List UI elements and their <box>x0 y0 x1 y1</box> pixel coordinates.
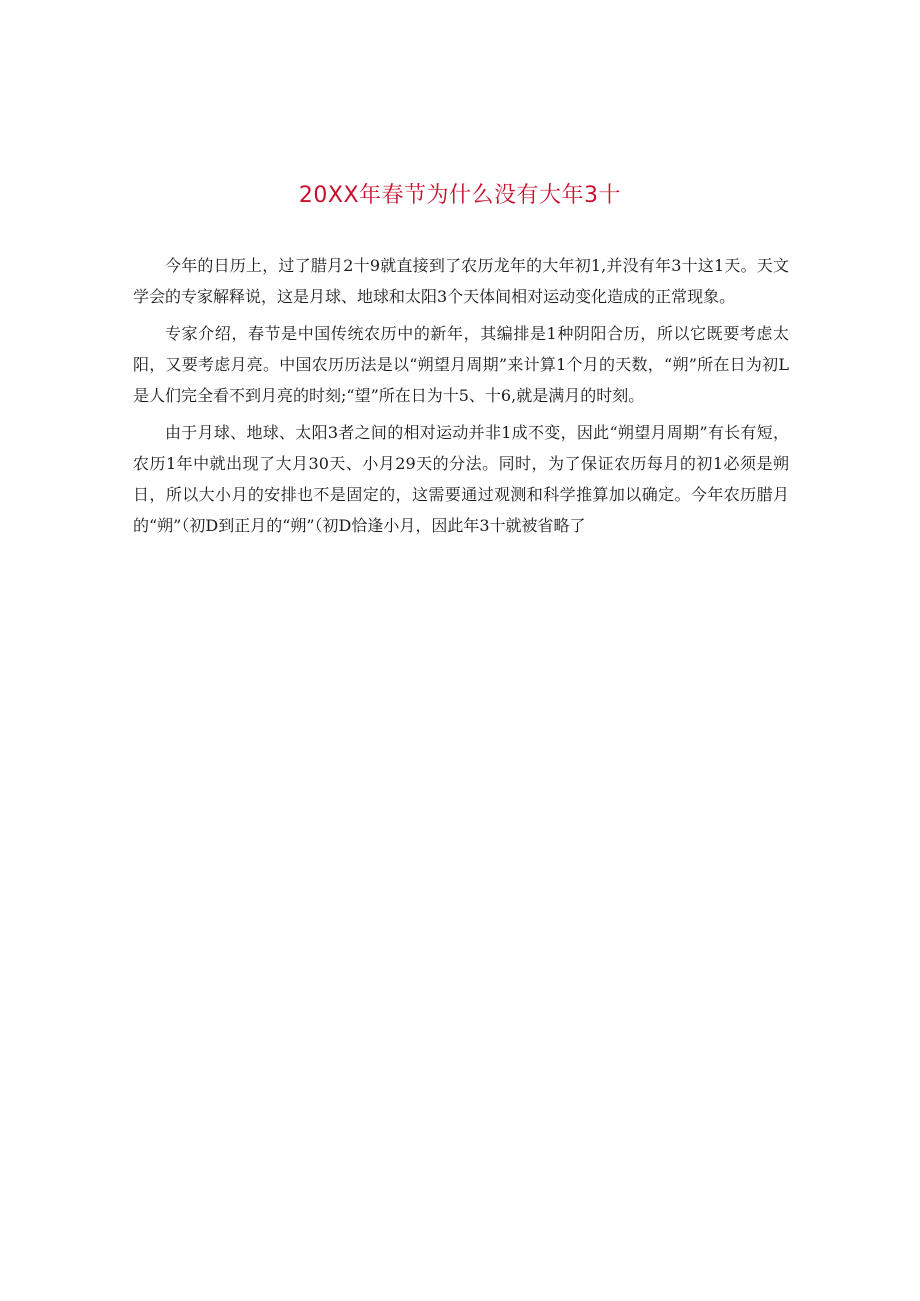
paragraph-1: 今年的日历上，过了腊月2十9就直接到了农历龙年的大年初1,并没有年3十这1天。天文学会的专家解释说，这是月球、地球和太阳3个天体间相对运动变化造成的正常现象。 <box>133 256 789 306</box>
document-body <box>133 250 789 547</box>
document-title: 20XX年春节为什么没有大年3十 <box>298 183 622 208</box>
paragraph-3: 由于月球、地球、太阳3者之间的相对运动并非1成不变，因此“朔望月周期”有长有短，农历1年中就出现了大月30天、小月29天的分法。同时，为了保证农历每月的初1必须是朔日，所以大小月的安排也不是固定的，这需要通过观测和科学推算加以确定。今年农历腊月的“朔”（初D到正月的“朔”（初D恰逢小月，因此年3十就被省略了 <box>133 423 789 535</box>
paragraph-2: 专家介绍，春节是中国传统农历中的新年，其编排是1种阴阳合历，所以它既要考虑太阳，又要考虑月亮。中国农历历法是以“朔望月周期”来计算1个月的天数，“朔”所在日为初L是人们完全看不到月亮的时刻;“望”所在日为十5、十6,就是满月的时刻。 <box>133 324 789 405</box>
